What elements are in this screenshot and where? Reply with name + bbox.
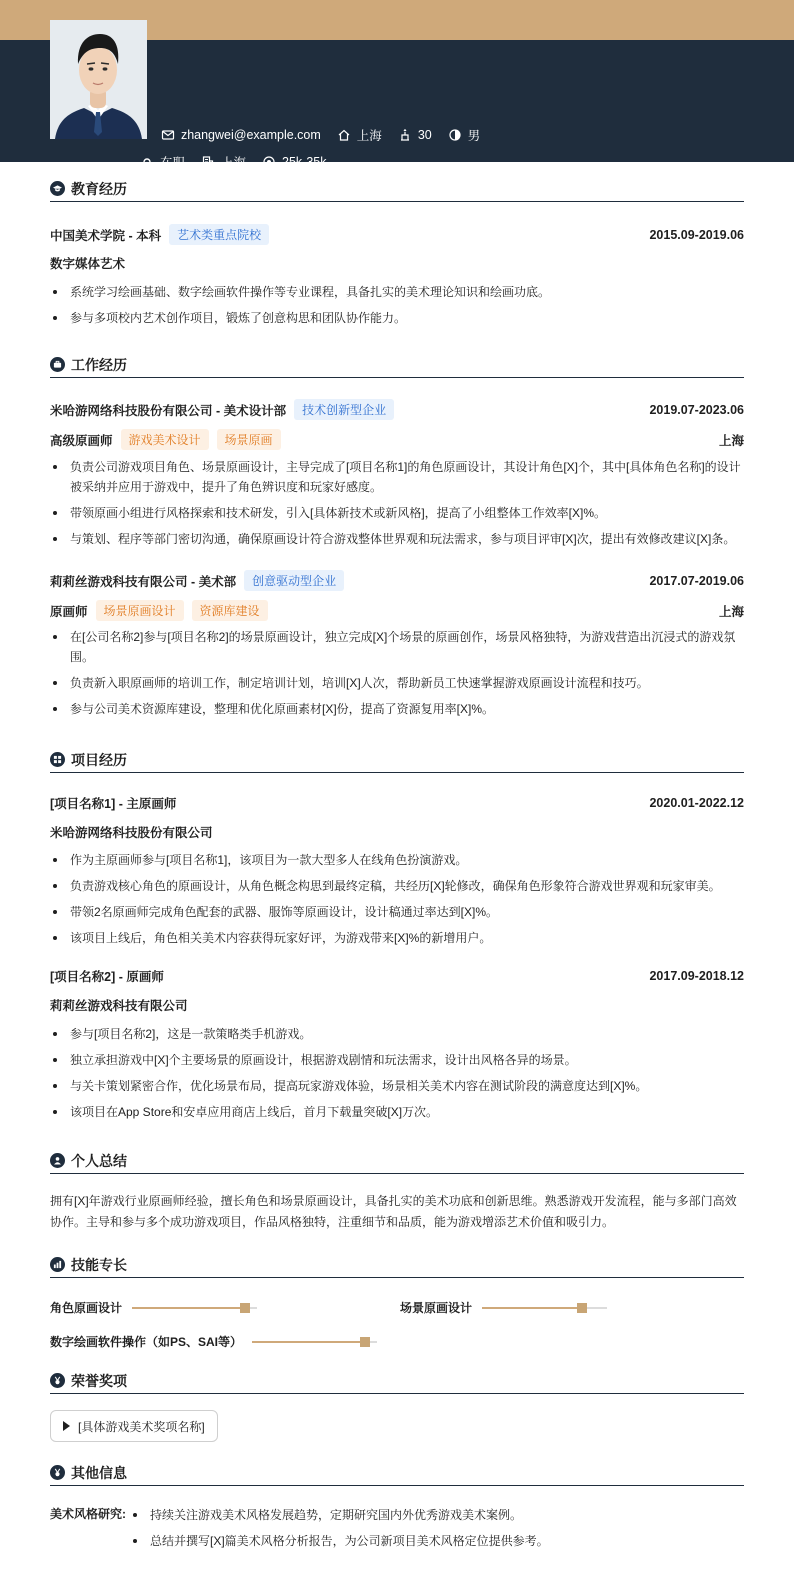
role-tag: 场景原画设计 [96,600,184,621]
project-company: 莉莉丝游戏科技有限公司 [50,999,188,1013]
salary-item [262,155,326,169]
list-item: 系统学习绘画基础、数字绘画软件操作等专业课程，具备扎实的美术理论知识和绘画功底。 [50,282,744,302]
skill-level-marker [360,1337,370,1347]
school-name: 中国美术学院 - 本科 [50,228,162,243]
list-item: 总结并撰写[X]篇美术风格分析报告，为公司新项目美术风格定位提供参考。 [130,1531,744,1551]
age-text: 30 [417,128,432,142]
email-text: zhangwei@example.com [180,128,321,142]
job-date: 2017.07-2019.06 [649,573,744,588]
list-item: 带领原画小组进行风格探索和技术研发，引入[具体新技术或新风格]，提高了小组整体工作效率[X]%。 [50,503,744,523]
other-section [50,1460,744,1486]
awards-section [50,1368,744,1394]
role-name: 原画师 [50,604,88,619]
work-city-item [201,153,246,171]
list-item: 独立承担游戏中[X]个主要场景的原画设计，根据游戏剧情和玩法需求，设计出风格各异的场景。 [50,1050,744,1070]
list-item: 参与[项目名称2]，这是一款策略类手机游戏。 [50,1024,744,1044]
project-date: 2020.01-2022.12 [649,796,744,810]
role-name: 高级原画师 [50,433,113,448]
company-tag: 创意驱动型企业 [244,570,344,591]
education-date: 2015.09-2019.06 [649,227,744,242]
project-1-company [50,823,744,841]
status-icon [140,155,154,169]
major-name: 数字媒体艺术 [50,257,126,271]
summary-title: 个人总结 [50,1148,744,1174]
projects-title: 项目经历 [50,747,744,773]
projects-section [50,747,744,773]
list-item: 该项目上线后，角色相关美术内容获得玩家好评，为游戏带来[X]%的新增用户。 [50,928,744,948]
portrait-photo [50,20,147,139]
email-item [161,128,321,142]
education-section [50,176,744,202]
list-item: 作为主原画师参与[项目名称1]，该项目为一款大型多人在线角色扮演游戏。 [50,850,744,870]
project-2-header [50,967,744,985]
job-date: 2019.07-2023.06 [649,402,744,417]
skill-item [400,1299,607,1316]
summary-section [50,1148,744,1174]
job-1-role [50,429,744,450]
project-company: 米哈游网络科技股份有限公司 [50,826,213,840]
mail-icon [161,128,175,142]
project-2-bullets [50,1024,744,1122]
list-item: 在[公司名称2]参与[项目名称2]的场景原画设计，独立完成[X]个场景的原画创作，场景风格独特，为游戏营造出沉浸式的游戏氛围。 [50,627,744,667]
awards-title: 荣誉奖项 [50,1368,744,1394]
list-item: 负责公司游戏项目角色、场景原画设计，主导完成了[项目名称1]的角色原画设计，其设计角色[X]个，其中[具体角色名称]的设计被采纳并应用于游戏中，提升了角色辨识度和玩家好感度。 [50,457,744,497]
award-item[interactable] [50,1410,218,1442]
list-item: 该项目在App Store和安卓应用商店上线后，首月下载量突破[X]万次。 [50,1102,744,1122]
award-name: [具体游戏美术奖项名称] [78,1419,205,1434]
gender-icon [448,128,462,142]
list-item: 带领2名原画师完成角色配套的武器、服饰等原画设计，设计稿通过率达到[X]%。 [50,902,744,922]
list-item: 持续关注游戏美术风格发展趋势，定期研究国内外优秀游戏美术案例。 [130,1505,744,1525]
medal-icon [50,1465,65,1480]
user-icon [50,1153,65,1168]
job-1-bullets [50,457,744,549]
role-tag: 场景原画 [217,429,281,450]
other-bullets [130,1505,744,1557]
age-item [398,128,432,142]
role-tag: 资源库建设 [192,600,268,621]
education-header [50,224,744,245]
job-2-header [50,570,744,591]
building-icon [201,155,215,169]
play-icon [63,1421,70,1431]
list-item: 参与多项校内艺术创作项目，锻炼了创意构思和团队协作能力。 [50,308,744,328]
briefcase-icon [50,357,65,372]
project-date: 2017.09-2018.12 [649,969,744,983]
summary-text: 拥有[X]年游戏行业原画师经验，擅长角色和场景原画设计，具备扎实的美术功底和创新思维。熟悉游戏开发流程，能与多部门高效协作。主导和参与多个成功游戏项目，作品风格独特，注重细节和品质，能为游戏增添艺术价值和吸引力。 [50,1194,737,1229]
grid-icon [50,752,65,767]
skills-title: 技能专长 [50,1252,744,1278]
medal-icon [50,1373,65,1388]
gender-item [448,126,481,144]
skills-section [50,1252,744,1278]
status-row [140,153,343,171]
skill-item [50,1333,377,1350]
skill-bar [482,1307,607,1309]
job-city: 上海 [718,604,744,619]
salary-text: 25k-35k [282,155,327,169]
job-status-text: 在职 [160,156,186,170]
skill-bar [252,1341,377,1343]
skill-name: 场景原画设计 [400,1301,473,1315]
list-item: 负责游戏核心角色的原画设计，从角色概念构思到最终定稿，共经历[X]轮修改，确保角色形象符合游戏世界观和玩家审美。 [50,876,744,896]
skill-name: 数字绘画软件操作（如PS、SAI等） [50,1335,243,1349]
age-icon [398,128,412,142]
list-item: 与策划、程序等部门密切沟通，确保原画设计符合游戏整体世界观和玩法需求，参与项目评审[X]次，提出有效修改建议[X]条。 [50,529,744,549]
list-item: 负责新入职原画师的培训工作，制定培训计划，培训[X]人次，帮助新员工快速掌握游戏原画设计流程和技巧。 [50,673,744,693]
home-icon [337,128,351,142]
skill-bar [132,1307,257,1309]
education-title: 教育经历 [50,176,744,202]
gender-text: 男 [467,129,481,143]
job-1-header [50,399,744,420]
role-tag: 游戏美术设计 [121,429,209,450]
avatar [50,20,147,139]
major-line [50,254,744,272]
graduation-cap-icon [50,181,65,196]
skill-level-marker [577,1303,587,1313]
salary-icon [262,155,276,169]
job-2-role [50,600,744,621]
project-1-bullets [50,850,744,948]
list-item: 参与公司美术资源库建设，整理和优化原画素材[X]份，提高了资源复用率[X]%。 [50,699,744,719]
skill-level-marker [240,1303,250,1313]
job-status-item [140,153,185,171]
work-title: 工作经历 [50,352,744,378]
project-name: [项目名称1] - 主原画师 [50,797,177,811]
education-bullets [50,282,744,328]
job-city: 上海 [718,433,744,448]
location-item [337,126,382,144]
contact-row [140,126,496,144]
bar-chart-icon [50,1257,65,1272]
project-name: [项目名称2] - 原画师 [50,970,164,984]
job-2-bullets [50,627,744,719]
company-tag: 技术创新型企业 [294,399,394,420]
project-2-company [50,996,744,1014]
project-1-header [50,794,744,812]
other-label: 美术风格研究: [50,1507,126,1521]
company-name: 莉莉丝游戏科技有限公司 - 美术部 [50,574,237,589]
skill-name: 角色原画设计 [50,1301,123,1315]
list-item: 与关卡策划紧密合作，优化场景布局，提高玩家游戏体验，场景相关美术内容在测试阶段的满意度达到[X]%。 [50,1076,744,1096]
work-city-text: 上海 [221,156,247,170]
skill-item [50,1299,257,1316]
company-name: 米哈游网络科技股份有限公司 - 美术设计部 [50,403,287,418]
other-title: 其他信息 [50,1460,744,1486]
school-tag: 艺术类重点院校 [169,224,269,245]
work-section [50,352,744,378]
location-text: 上海 [356,129,382,143]
